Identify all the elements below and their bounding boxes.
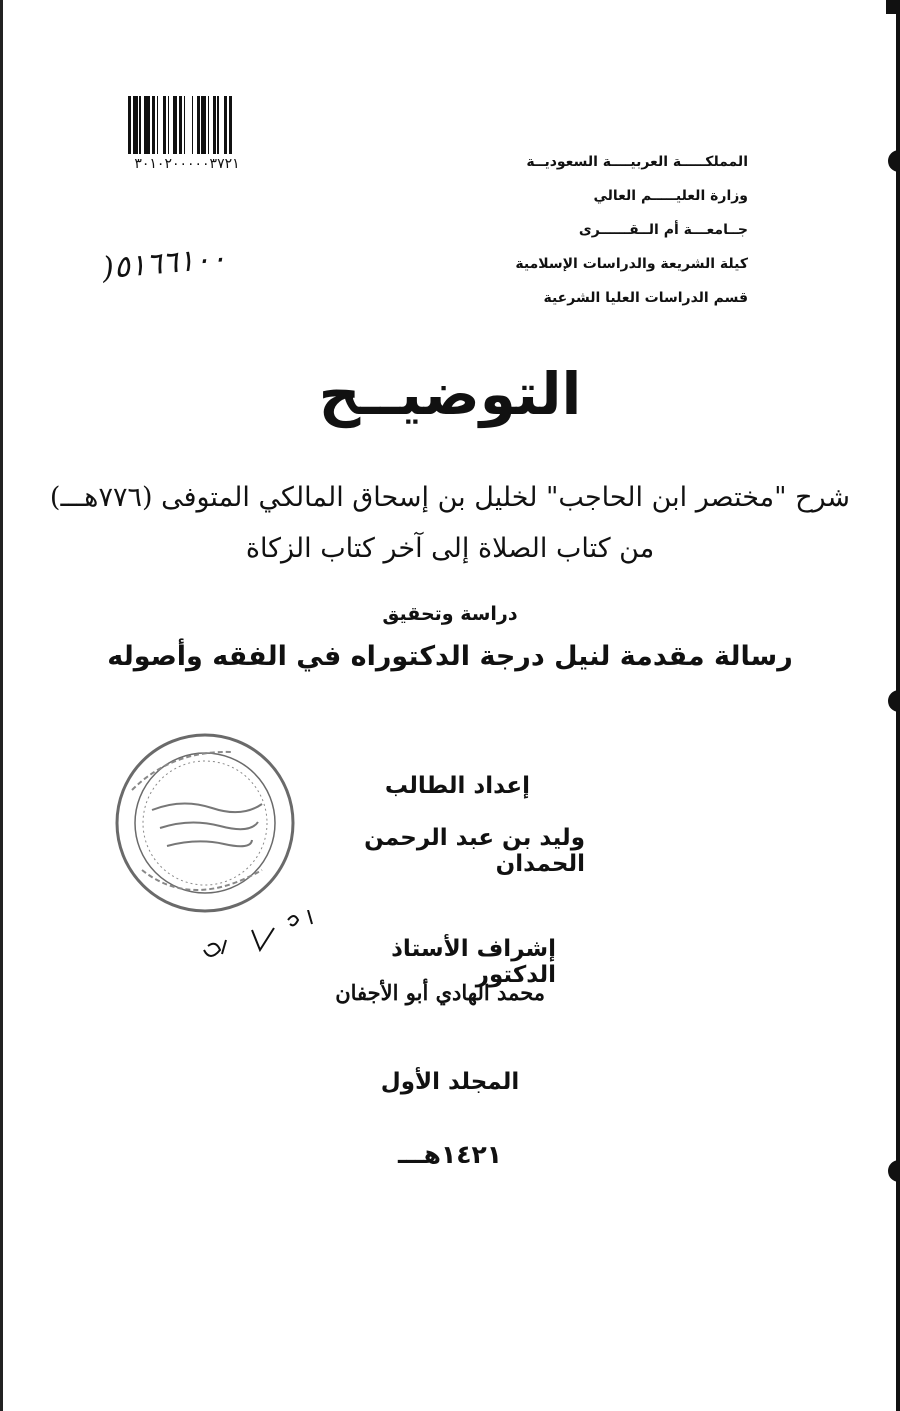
header-line-university: جــامعـــة أم الــقــــــرى (578, 222, 748, 238)
institution-header (515, 145, 748, 315)
subtitle-line-1: شرح "مختصر ابن الحاجب" لخليل بن إسحاق المالكي المتوفى (٧٧٦هـــ) (49, 482, 851, 513)
header-line-country: المملكـــــة العربيــــة السعوديــة (526, 154, 748, 170)
page-edge-left (0, 0, 3, 1411)
header-line-department: قسم الدراسات العليا الشرعية (543, 290, 748, 306)
university-stamp-seal (112, 730, 298, 916)
edge-dot (888, 690, 900, 712)
thesis-description: رسالة مقدمة لنيل درجة الدكتوراه في الفقه وأصوله (107, 641, 793, 672)
volume-label: المجلد الأول (380, 1069, 520, 1095)
subtitle-line-2: من كتاب الصلاة إلى آخر كتاب الزكاة (245, 533, 655, 564)
handwritten-number: ٥١٦٦١٠٠( (100, 240, 228, 287)
barcode (128, 96, 252, 154)
corner-mark (886, 0, 900, 14)
student-name: وليد بن عبد الرحمن الحمدان (364, 825, 585, 877)
book-title: التوضيــح (318, 360, 582, 428)
prepared-by-label: إعداد الطالب (384, 773, 530, 799)
study-label: دراسة وتحقيق (382, 603, 518, 625)
hijri-year: ١٤٢١هـــ (397, 1140, 502, 1169)
barcode-bar (229, 96, 232, 154)
header-line-faculty: كيلة الشريعة والدراسات الإسلامية (515, 256, 748, 272)
header-line-ministry: وزارة العليـــــم العالي (593, 188, 748, 204)
supervisor-label: إشراف الأستاذ الدكتور (391, 936, 556, 988)
edge-dot (888, 150, 900, 172)
supervisor-name: محمد الهادي أبو الأجفان (335, 980, 545, 1005)
barcode-number: ٣٠١٠٢٠٠٠٠٠٣٧٢١ (134, 156, 240, 172)
signature-icon (196, 910, 316, 980)
